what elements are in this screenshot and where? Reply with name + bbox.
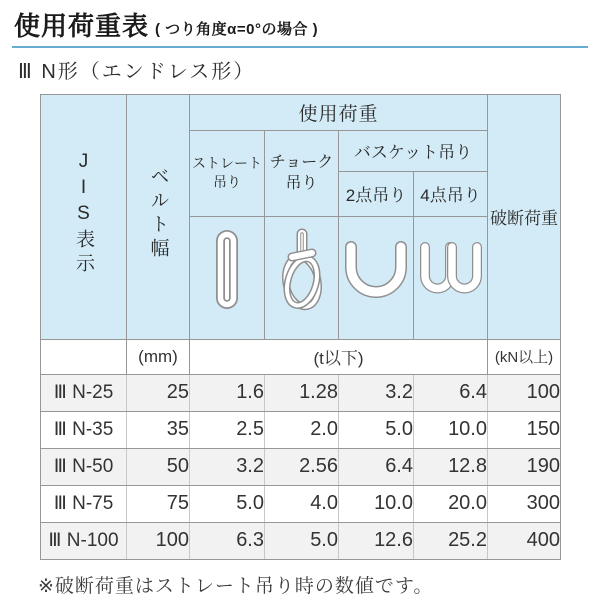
basket-2point-sling-icon	[339, 216, 414, 339]
breaking-load-cell: 150	[488, 411, 561, 448]
basket4-load-cell: 6.4	[414, 374, 488, 411]
breaking-load-cell: 100	[488, 374, 561, 411]
table-row	[41, 411, 561, 448]
belt-width-cell: 75	[127, 485, 190, 522]
straight-load-cell: 5.0	[190, 485, 265, 522]
unit-mm: (mm)	[127, 339, 190, 374]
col-header-basket: バスケット吊り	[339, 130, 488, 171]
unit-t: (t以下)	[190, 339, 488, 374]
choke-load-cell: 5.0	[265, 522, 339, 559]
jis-cell: Ⅲ N-75	[41, 485, 127, 522]
breaking-load-cell: 400	[488, 522, 561, 559]
belt-width-cell: 25	[127, 374, 190, 411]
jis-cell: Ⅲ N-100	[41, 522, 127, 559]
working-load-table	[40, 94, 561, 560]
belt-width-cell: 35	[127, 411, 190, 448]
unit-kn: (kN以上)	[488, 339, 561, 374]
straight-load-cell: 2.5	[190, 411, 265, 448]
header-row-group	[41, 94, 561, 130]
table-row	[41, 374, 561, 411]
basket4-load-cell: 20.0	[414, 485, 488, 522]
page-title-note: ( つり角度α=0°の場合 )	[155, 20, 319, 38]
straight-load-cell: 1.6	[190, 374, 265, 411]
basket-4point-sling-icon	[414, 216, 488, 339]
col-header-basket-2point: 2点吊り	[339, 171, 414, 216]
title-underline	[12, 46, 588, 48]
basket4-load-cell: 10.0	[414, 411, 488, 448]
title-row	[14, 12, 600, 41]
straight-sling-icon	[190, 216, 265, 339]
basket4-load-cell: 25.2	[414, 522, 488, 559]
jis-cell: Ⅲ N-35	[41, 411, 127, 448]
basket2-load-cell: 3.2	[339, 374, 414, 411]
choke-load-cell: 4.0	[265, 485, 339, 522]
basket2-load-cell: 12.6	[339, 522, 414, 559]
choke-load-cell: 2.56	[265, 448, 339, 485]
col-header-breaking-load: 破断荷重	[488, 94, 561, 339]
straight-load-cell: 6.3	[190, 522, 265, 559]
basket2-load-cell: 10.0	[339, 485, 414, 522]
basket4-load-cell: 12.8	[414, 448, 488, 485]
table-row	[41, 485, 561, 522]
choke-load-cell: 1.28	[265, 374, 339, 411]
jis-cell: Ⅲ N-50	[41, 448, 127, 485]
col-header-jis	[41, 94, 127, 339]
choker-sling-icon	[265, 216, 339, 339]
jis-cell: Ⅲ N-25	[41, 374, 127, 411]
footnote: ※破断荷重はストレート吊り時の数値です。	[38, 575, 434, 597]
belt-width-cell: 100	[127, 522, 190, 559]
table-row	[41, 522, 561, 559]
basket2-load-cell: 6.4	[339, 448, 414, 485]
col-header-straight: ストレート吊り	[190, 130, 265, 216]
col-group-working-load: 使用荷重	[190, 94, 488, 130]
choke-load-cell: 2.0	[265, 411, 339, 448]
col-header-choke: チョーク吊り	[265, 130, 339, 216]
col-header-belt-width	[127, 94, 190, 339]
page-title: 使用荷重表	[14, 11, 150, 41]
breaking-load-cell: 300	[488, 485, 561, 522]
breaking-load-cell: 190	[488, 448, 561, 485]
table-row	[41, 448, 561, 485]
col-header-belt-width-label: ベルト幅	[147, 166, 169, 263]
col-header-basket-4point: 4点吊り	[414, 171, 488, 216]
section-subtitle: Ⅲ N形（エンドレス形）	[18, 60, 256, 83]
basket2-load-cell: 5.0	[339, 411, 414, 448]
unit-empty-cell	[41, 339, 127, 374]
col-header-jis-label: JIS表示	[73, 151, 94, 278]
units-row	[41, 339, 561, 374]
straight-load-cell: 3.2	[190, 448, 265, 485]
belt-width-cell: 50	[127, 448, 190, 485]
